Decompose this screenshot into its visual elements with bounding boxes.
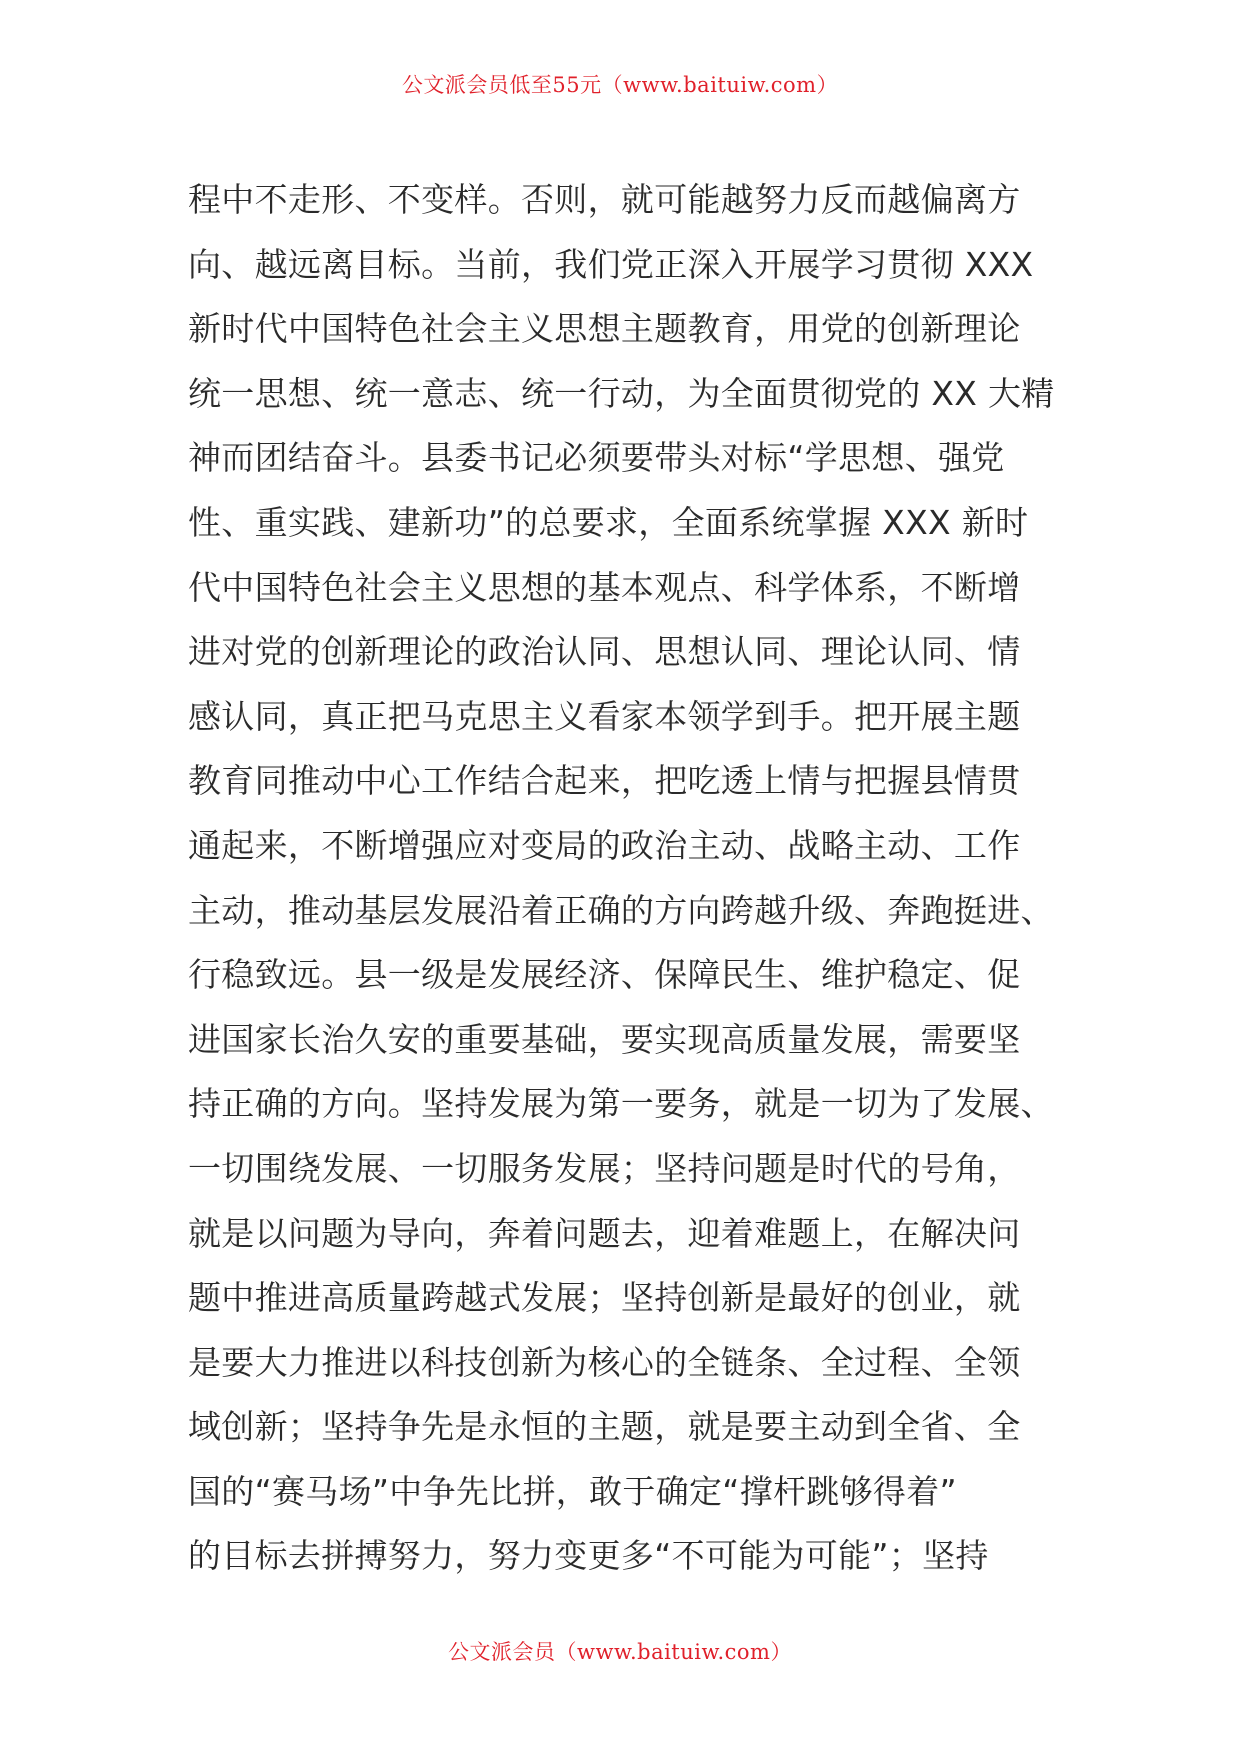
text-line: 教育同推动中心工作结合起来，把吃透上情与把握县情贯 xyxy=(188,761,1021,801)
text-line: 进国家长治久安的重要基础，要实现高质量发展，需要坚 xyxy=(188,1019,1021,1059)
text-line: 域创新；坚持争先是永恒的主题，就是要主动到全省、全 xyxy=(188,1407,1021,1447)
text-line: 持正确的方向。坚持发展为第一要务，就是一切为了发展、 xyxy=(188,1084,1054,1124)
text-line: 国的“赛马场”中争先比拼，敢于确定“撑杆跳够得着” xyxy=(188,1471,957,1511)
text-line: 神而团结奋斗。县委书记必须要带头对标“学思想、强党 xyxy=(188,438,1005,478)
text-line: 通起来，不断增强应对变局的政治主动、战略主动、工作 xyxy=(188,825,1021,865)
body-text xyxy=(188,168,1068,1589)
text-line: 就是以问题为导向，奔着问题去，迎着难题上，在解决问 xyxy=(188,1213,1021,1253)
text-line: 题中推进高质量跨越式发展；坚持创新是最好的创业，就 xyxy=(188,1278,1021,1318)
text-line: 程中不走形、不变样。否则，就可能越努力反而越偏离方 xyxy=(188,180,1021,219)
text-line: 新时代中国特色社会主义思想主题教育，用党的创新理论 xyxy=(188,309,1021,349)
text-line: 进对党的创新理论的政治认同、思想认同、理论认同、情 xyxy=(188,632,1021,672)
text-line: 向、越远离目标。当前，我们党正深入开展学习贯彻 XXX xyxy=(188,244,1034,284)
text-line: 是要大力推进以科技创新为核心的全链条、全过程、全领 xyxy=(188,1342,1021,1382)
text-line: 代中国特色社会主义思想的基本观点、科学体系，不断增 xyxy=(188,567,1021,607)
text-line: 感认同，真正把马克思主义看家本领学到手。把开展主题 xyxy=(188,696,1021,736)
text-line: 的目标去拼搏努力，努力变更多“不可能为可能”；坚持 xyxy=(188,1536,989,1576)
text-line: 主动，推动基层发展沿着正确的方向跨越升级、奔跑挺进、 xyxy=(188,890,1054,930)
text-line: 一切围绕发展、一切服务发展；坚持问题是时代的号角， xyxy=(188,1148,1021,1188)
text-line: 性、重实践、建新功”的总要求，全面系统掌握 XXX 新时 xyxy=(188,502,1029,542)
footer-promo-link[interactable]: 公文派会员（www.baituiw.com） xyxy=(448,1640,792,1664)
header-promo-link[interactable]: 公文派会员低至55元（www.baituiw.com） xyxy=(401,73,839,97)
text-line: 行稳致远。县一级是发展经济、保障民生、维护稳定、促 xyxy=(188,955,1021,995)
text-line: 统一思想、统一意志、统一行动，为全面贯彻党的 XX 大精 xyxy=(188,373,1055,413)
